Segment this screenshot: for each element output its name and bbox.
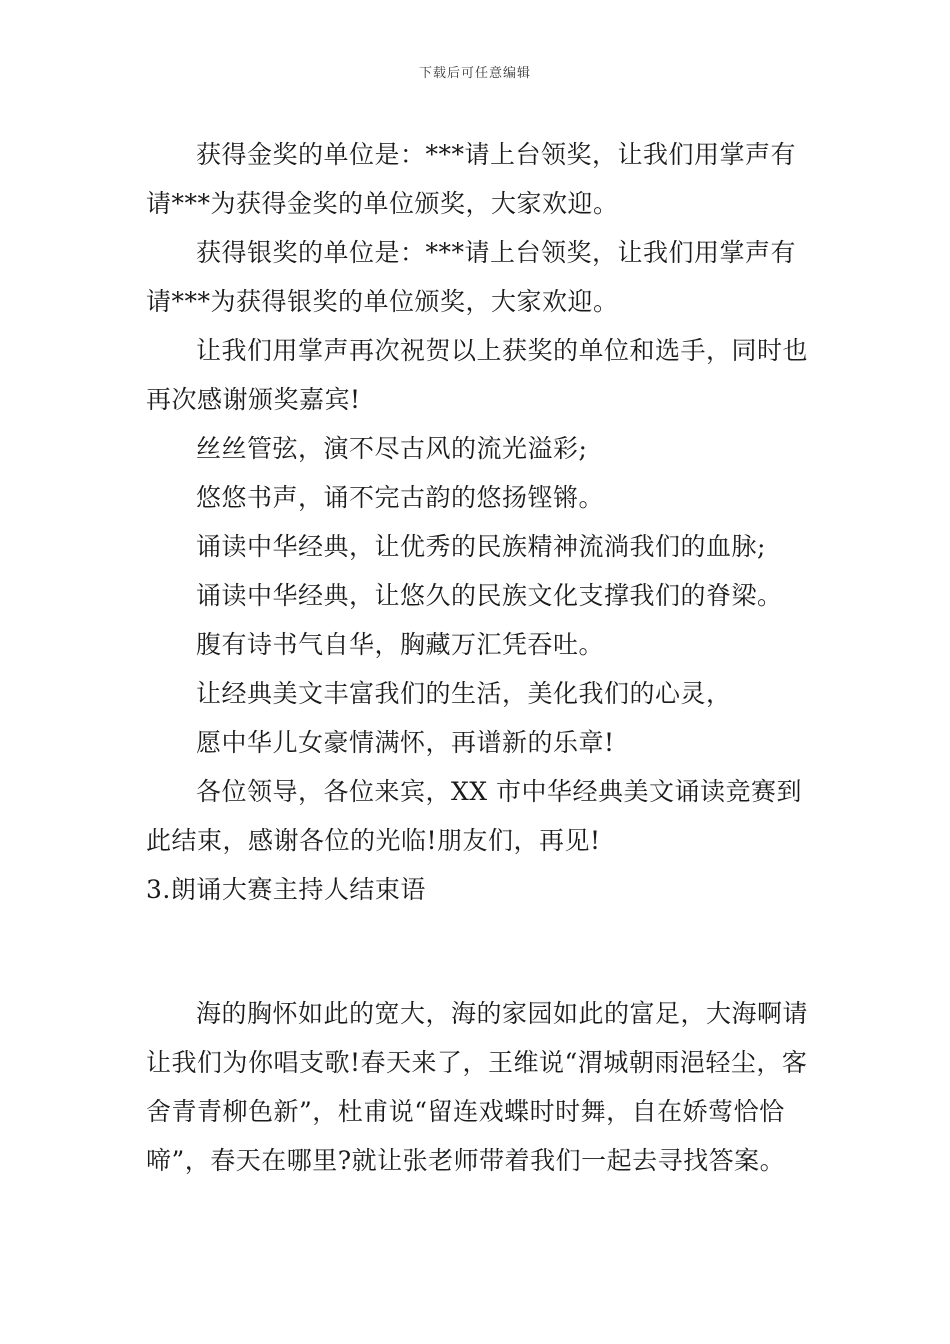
paragraph-verse-1: 丝丝管弦，演不尽古风的流光溢彩; bbox=[196, 434, 588, 463]
paragraph-verse-2: 悠悠书声，诵不完古韵的悠扬铿锵。 bbox=[196, 483, 605, 512]
paragraph-congratulations: 让我们用掌声再次祝贺以上获奖的单位和选手，同时也再次感谢颁奖嘉宾! bbox=[146, 336, 809, 414]
paragraph-verse-7: 愿中华儿女豪情满怀，再谱新的乐章! bbox=[196, 728, 615, 757]
paragraph-farewell: 各位领导，各位来宾，XX 市中华经典美文诵读竞赛到此结束，感谢各位的光临!朋友们，再见! bbox=[146, 777, 803, 855]
paragraph-verse-4: 诵读中华经典，让悠久的民族文化支撑我们的脊梁。 bbox=[196, 581, 783, 610]
paragraph-verse-3: 诵读中华经典，让优秀的民族精神流淌我们的血脉; bbox=[196, 532, 766, 561]
document-body bbox=[146, 130, 814, 1185]
paragraph-gold-award: 获得金奖的单位是：***请上台领奖，让我们用掌声有请***为获得金奖的单位颁奖，大家欢迎。 bbox=[146, 140, 797, 218]
section-spacer bbox=[146, 914, 814, 989]
paragraph-silver-award: 获得银奖的单位是：***请上台领奖，让我们用掌声有请***为获得银奖的单位颁奖，大家欢迎。 bbox=[146, 238, 797, 316]
paragraph-closing: 海的胸怀如此的宽大，海的家园如此的富足，大海啊请让我们为你唱支歌!春天来了，王维说“渭城朝雨浥轻尘，客舍青青柳色新”，杜甫说“留连戏蝶时时舞，自在娇莺恰恰啼”，春天在哪里?就让张老师带着我们一起去寻找答案。 bbox=[146, 999, 809, 1175]
paragraph-verse-5: 腹有诗书气自华，胸藏万汇凭吞吐。 bbox=[196, 630, 605, 659]
section-heading: 3.朗诵大赛主持人结束语 bbox=[146, 875, 426, 904]
paragraph-verse-6: 让经典美文丰富我们的生活，美化我们的心灵， bbox=[196, 679, 732, 708]
header-note: 下载后可任意编辑 bbox=[418, 66, 531, 81]
